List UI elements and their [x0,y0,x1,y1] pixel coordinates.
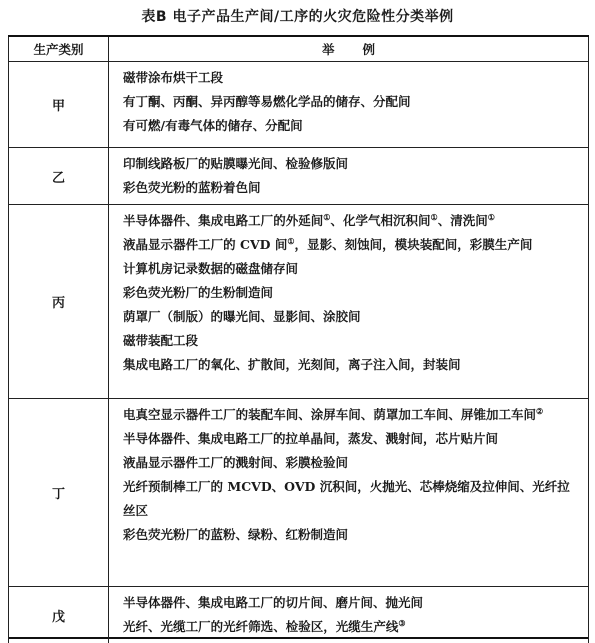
example-item: 印制线路板厂的贴膜曝光间、检验修版间 [123,156,349,171]
example-item: 光纤预制棒工厂的 MCVD、OVD 沉积间，火抛光、芯棒烧缩及拉伸间、光纤拉丝区 [123,479,570,518]
header-category: 生产类别 [9,37,109,62]
example-item: 彩色荧光粉厂的生粉制造间 [123,285,274,300]
examples-cell [109,587,589,643]
example-item: 磁带涂布烘干工段 [123,70,224,85]
example-item: 半导体器件、集成电路工厂的切片间、磨片间、抛光间 [123,595,424,610]
example-item: 半导体器件、集成电路工厂的拉单晶间，蒸发、溅射间，芯片贴片间 [123,431,499,446]
examples-cell [109,205,589,399]
example-item: 彩色荧光粉的蓝粉着色间 [123,180,261,195]
table-row [9,399,589,587]
example-item: 液晶显示器件工厂的溅射间、彩膜检验间 [123,455,349,470]
examples-cell [109,148,589,205]
classification-table-frame [8,35,589,639]
table-row [9,62,589,148]
table-row [9,587,589,643]
example-item: 计算机房记录数据的磁盘储存间 [123,261,299,276]
example-item: 磁带装配工段 [123,333,199,348]
category-cell: 丁 [9,399,109,587]
example-item: 有可燃/有毒气体的储存、分配间 [123,118,303,133]
example-item: 液晶显示器件工厂的 CVD 间①，显影、刻蚀间，模块装配间，彩膜生产间 [123,236,533,252]
example-item: 电真空显示器件工厂的装配车间、涂屏车间、荫罩加工车间、屏锥加工车间② [123,406,544,422]
example-item: 半导体器件、集成电路工厂的外延间①、化学气相沉积间①、清洗间① [123,212,495,228]
example-item: 彩色荧光粉厂的蓝粉、绿粉、红粉制造间 [123,527,349,542]
examples-cell [109,399,589,587]
example-item: 集成电路工厂的氧化、扩散间，光刻间，离子注入间，封装间 [123,357,461,372]
examples-cell [109,62,589,148]
example-item: 光纤、光缆工厂的光纤筛选、检验区，光缆生产线③ [123,618,406,634]
category-cell: 甲 [9,62,109,148]
category-cell: 戊 [9,587,109,643]
example-item: 有丁酮、丙酮、异丙醇等易燃化学品的储存、分配间 [123,94,411,109]
category-cell: 丙 [9,205,109,399]
table-header-row [9,37,589,62]
table-row [9,205,589,399]
classification-table [8,37,589,643]
table-row [9,148,589,205]
header-examples: 举例 [109,37,589,62]
example-item: 荫罩厂（制版）的曝光间、显影间、涂胶间 [123,309,361,324]
category-cell: 乙 [9,148,109,205]
table-title: 表B 电子产品生产间/工序的火灾危险性分类举例 [141,9,454,25]
